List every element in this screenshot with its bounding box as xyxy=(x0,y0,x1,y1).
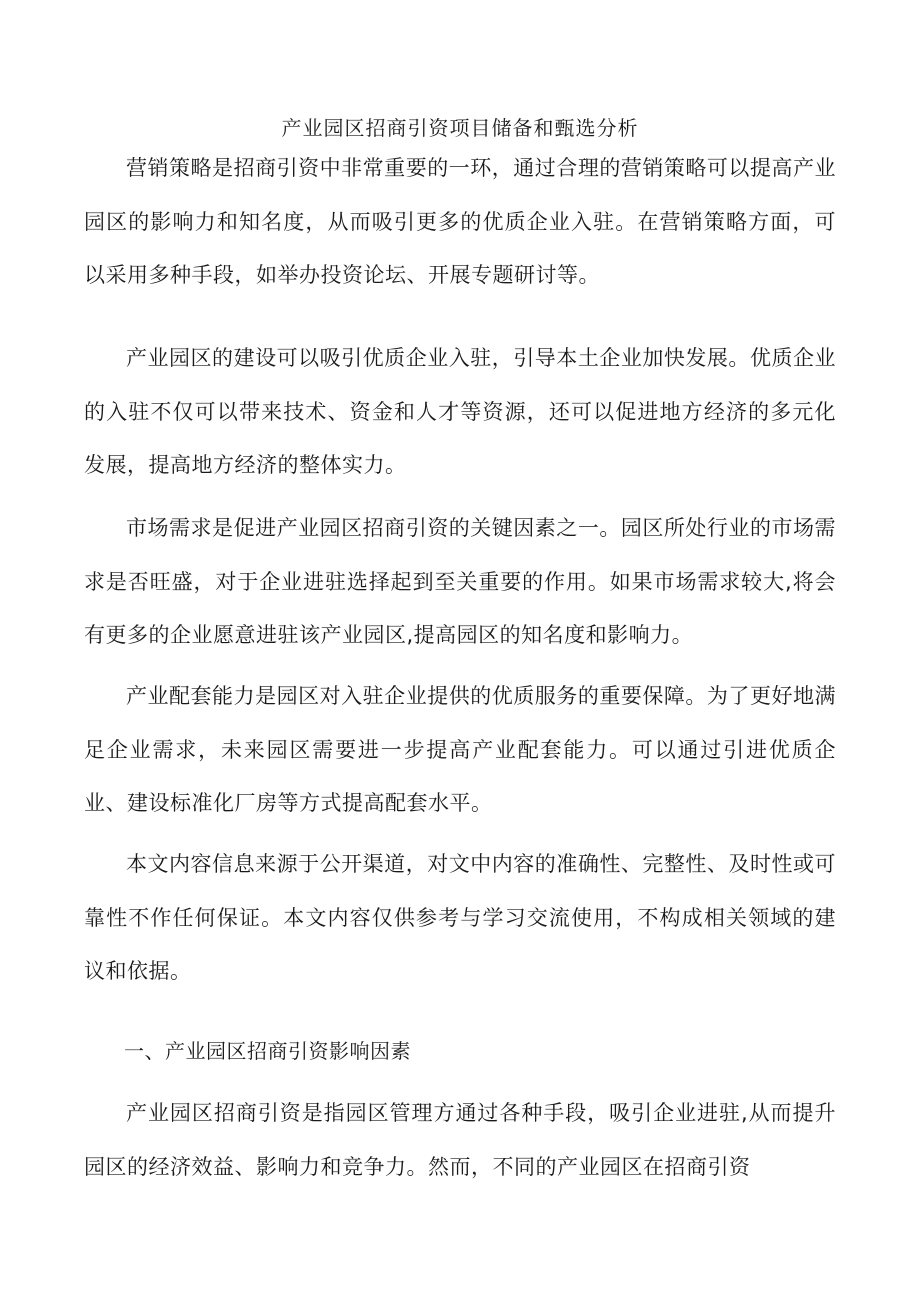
paragraph-supporting-capacity: 产业配套能力是园区对入驻企业提供的优质服务的重要保障。为了更好地满足企业需求，未来园区需要进一步提高产业配套能力。可以通过引进优质企业、建设标准化厂房等方式提高配套水平。 xyxy=(84,684,836,815)
paragraph-marketing-strategy: 营销策略是招商引资中非常重要的一环，通过合理的营销策略可以提高产业园区的影响力和知名度，从而吸引更多的优质企业入驻。在营销策略方面，可以采用多种手段，如举办投资论坛、开展专题研讨等。 xyxy=(84,156,836,287)
paragraph-disclaimer: 本文内容信息来源于公开渠道，对文中内容的准确性、完整性、及时性或可靠性不作任何保证。本文内容仅供参考与学习交流使用，不构成相关领域的建议和依据。 xyxy=(84,852,836,983)
paragraph-market-demand: 市场需求是促进产业园区招商引资的关键因素之一。园区所处行业的市场需求是否旺盛，对于企业进驻选择起到至关重要的作用。如果市场需求较大,将会有更多的企业愿意进驻该产业园区,提高园区的知名度和影响力。 xyxy=(84,516,836,647)
paragraph-section-intro: 产业园区招商引资是指园区管理方通过各种手段，吸引企业进驻,从而提升园区的经济效益、影响力和竞争力。然而，不同的产业园区在招商引资 xyxy=(84,1101,836,1179)
section-heading: 一、产业园区招商引资影响因素 xyxy=(124,1039,411,1063)
paragraph-park-construction: 产业园区的建设可以吸引优质企业入驻，引导本土企业加快发展。优质企业的入驻不仅可以带来技术、资金和人才等资源，还可以促进地方经济的多元化发展，提高地方经济的整体实力。 xyxy=(84,346,836,477)
document-title: 产业园区招商引资项目储备和甄选分析 xyxy=(281,116,639,140)
